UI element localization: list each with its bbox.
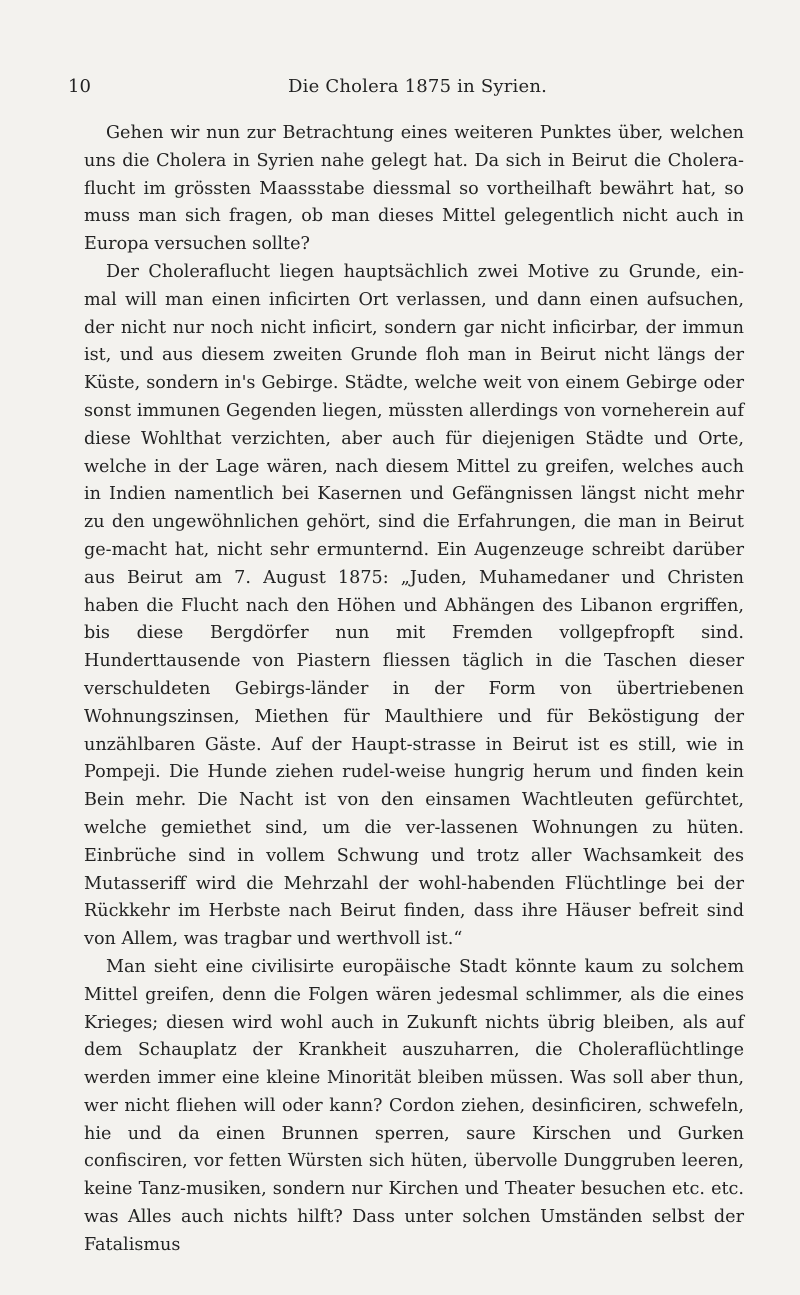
page-header [68, 76, 720, 104]
page-number: 10 [68, 76, 91, 97]
paragraph-3: Man sieht eine civilisirte europäische Stadt könnte kaum zu solchem Mittel greifen, denn die Folgen wären jedesmal schlimmer, als die eines Krieges; diesen wird wohl auch in Zukunft nichts übrig bleiben, als auf dem Schauplatz der Krankheit auszuharren, die Choleraflüchtlinge werden immer eine kleine Minorität bleiben müssen. Was soll aber thun, wer nicht fliehen will oder kann? Cordon ziehen, desinficiren, schwefeln, hie und da einen Brunnen sperren, saure Kirschen und Gurken confisciren, vor fetten Würsten sich hüten, übervolle Dunggruben leeren, keine Tanz-musiken, sondern nur Kirchen und Theater besuchen etc. etc. was Alles auch nichts hilft? Dass unter solchen Umständen selbst der Fatalismus [84, 956, 744, 1255]
running-title: Die Cholera 1875 in Syrien. [288, 76, 548, 97]
paragraph-2: Der Choleraflucht liegen hauptsächlich zwei Motive zu Grunde, ein-mal will man einen inficirten Ort verlassen, und dann einen aufsuchen, der nicht nur noch nicht inficirt, sondern gar nicht inficirbar, der immun ist, und aus diesem zweiten Grunde floh man in Beirut nicht längs der Küste, sondern in's Gebirge. Städte, welche weit von einem Gebirge oder sonst immunen Gegenden liegen, müssten allerdings von vorneherein auf diese Wohlthat verzichten, aber auch für diejenigen Städte und Orte, welche in der Lage wären, nach diesem Mittel zu greifen, welches auch in Indien namentlich bei Kasernen und Gefängnissen längst nicht mehr zu den ungewöhnlichen gehört, sind die Erfahrungen, die man in Beirut ge-macht hat, nicht sehr ermunternd. Ein Augenzeuge schreibt darüber aus Beirut am 7. August 1875: „Juden, Muhamedaner und Christen haben die Flucht nach den Höhen und Abhängen des Libanon ergriffen, bis diese Bergdörfer nun mit Fremden vollgepfropft sind. Hunderttausende von Piastern fliessen täglich in die Taschen dieser verschuldeten Gebirgs-länder in der Form von übertriebenen Wohnungszinsen, Miethen für Maulthiere und für Beköstigung der unzählbaren Gäste. Auf der Haupt-strasse in Beirut ist es still, wie in Pompeji. Die Hunde ziehen rudel-weise hungrig herum und finden kein Bein mehr. Die Nacht ist von den einsamen Wachtleuten gefürchtet, welche gemiethet sind, um die ver-lassenen Wohnungen zu hüten. Einbrüche sind in vollem Schwung und trotz aller Wachsamkeit des Mutasseriff wird die Mehrzahl der wohl-habenden Flüchtlinge bei der Rückkehr im Herbste nach Beirut finden, dass ihre Häuser befreit sind von Allem, was tragbar und werthvoll ist.“ [84, 261, 744, 950]
body-text [84, 120, 744, 1260]
paragraph-1: Gehen wir nun zur Betrachtung eines weiteren Punktes über, welchen uns die Cholera in Syrien nahe gelegt hat. Da sich in Beirut die Cholera-flucht im grössten Maassstabe diessmal so vortheilhaft bewährt hat, so muss man sich fragen, ob man dieses Mittel gelegentlich nicht auch in Europa versuchen sollte? [84, 123, 744, 255]
